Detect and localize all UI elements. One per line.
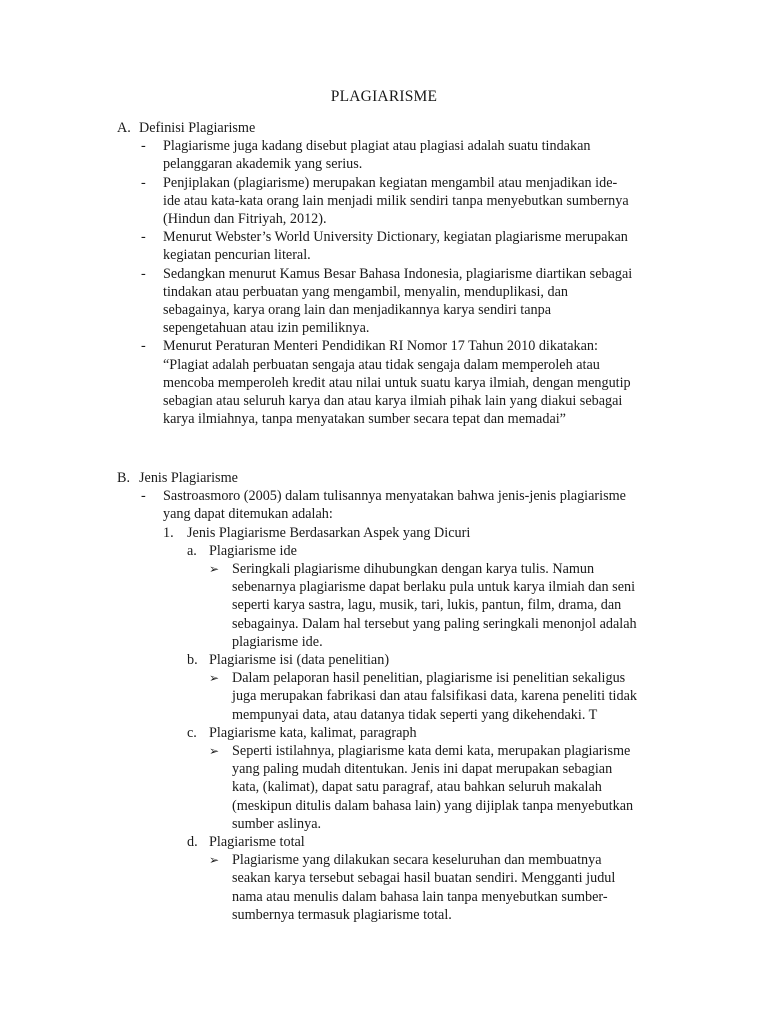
definition-item-2-line: (Hindun dan Fitriyah, 2012). [163,211,327,227]
definition-item-4-line: tindakan atau perbuatan yang mengambil, menyalin, menduplikasi, dan [163,283,569,300]
definition-item-5-line: sebagian atau seluruh karya dan atau karya ilmiah pihak lain yang diakui sebagai [163,393,623,409]
definition-item-2-line: ide atau kata-kata orang lain menjadi milik sendiri tanpa menyebutkan sumbernya [163,192,629,209]
definition-item-1-line: pelanggaran akademik yang serius. [163,156,363,173]
definition-item-5-line: mencoba memperoleh kredit atau nilai untuk suatu karya ilmiah, dengan mengutip [163,374,631,391]
definition-item-2-line: Penjiplakan (plagiarisme) merupakan kegiatan mengambil atau menjadikan ide- [163,174,618,191]
definition-item-5-line: “Plagiat adalah perbuatan sengaja atau tidak sengaja dalam memperoleh atau [163,356,600,373]
sub-item-d-line: Plagiarisme yang dilakukan secara keseluruhan dan membuatnya [232,852,602,869]
section-a-marker: A. [117,120,131,136]
numbered-item-marker: 1. [163,524,174,541]
arrow-bullet-icon: ➢ [209,671,220,686]
section-b-intro-dash: - [141,488,146,505]
definition-item-3-line: kegiatan pencurian literal. [163,247,311,264]
section-b-heading: Jenis Plagiarisme [139,470,238,486]
sub-item-c-line: kata, (kalimat), dapat satu paragraf, atau bahkan seluruh makalah [232,779,602,796]
sub-item-a-line: plagiarisme ide. [232,633,323,650]
sub-item-c-heading: Plagiarisme kata, kalimat, paragraph [209,724,417,741]
sub-item-c-marker: c. [187,724,197,741]
definition-item-2-dash: - [141,174,146,191]
arrow-bullet-icon: ➢ [209,562,220,576]
sub-item-a-line: Seringkali plagiarisme dihubungkan dengan karya tulis. Namun [232,561,595,577]
sub-item-a-line: seperti karya sastra, lagu, musik, tari, lukis, pantun, film, drama, dan [232,597,622,614]
sub-item-d-heading: Plagiarisme total [209,834,305,850]
sub-item-b-heading: Plagiarisme isi (data penelitian) [209,652,390,668]
definition-item-4-line: Sedangkan menurut Kamus Besar Bahasa Indonesia, plagiarisme diartikan sebagai [163,265,633,282]
definition-item-3-line: Menurut Webster’s World University Dictionary, kegiatan plagiarisme merupakan [163,229,628,246]
section-b-intro-line: yang dapat ditemukan adalah: [163,506,333,523]
section-b-intro-line: Sastroasmoro (2005) dalam tulisannya menyatakan bahwa jenis-jenis plagiarisme [163,488,626,505]
sub-item-d-line: nama atau menulis dalam bahasa lain tanpa menyebutkan sumber- [232,888,608,905]
sub-item-b-line: mempunyai data, atau datanya tidak seperti yang dikehendaki. T [232,706,598,723]
definition-item-4-line: sebagainya, karya orang lain dan menjadikannya karya sendiri tanpa [163,302,552,318]
section-a-heading: Definisi Plagiarisme [139,120,256,136]
sub-item-d-line: seakan karya tersebut sebagai hasil buatan sendiri. Mengganti judul [232,870,616,887]
numbered-item-heading: Jenis Plagiarisme Berdasarkan Aspek yang Dicuri [187,524,471,541]
definition-item-5-line: karya ilmiahnya, tanpa menyatakan sumber secara tepat dan memadai” [163,411,566,428]
definition-item-1-dash: - [141,138,146,155]
sub-item-d-marker: d. [187,834,198,850]
sub-item-c-line: (meskipun ditulis dalam bahasa lain) yang dijiplak tanpa menyebutkan [232,797,634,814]
definition-item-5-line: Menurut Peraturan Menteri Pendidikan RI Nomor 17 Tahun 2010 dikatakan: [163,338,598,355]
sub-item-a-marker: a. [187,542,197,559]
definition-item-4-dash: - [141,265,146,282]
sub-item-b-marker: b. [187,652,198,668]
document-title: PLAGIARISME [330,88,438,105]
sub-item-c-line: yang paling mudah ditentukan. Jenis ini dapat merupakan sebagian [232,761,613,778]
definition-item-5-dash: - [141,338,146,355]
arrow-bullet-icon: ➢ [209,853,220,868]
section-b-marker: B. [117,470,131,486]
sub-item-c-line: sumber aslinya. [232,815,322,832]
sub-item-a-heading: Plagiarisme ide [209,542,297,559]
sub-item-b-line: Dalam pelaporan hasil penelitian, plagiarisme isi penelitian sekaligus [232,670,626,687]
definition-item-1-line: Plagiarisme juga kadang disebut plagiat atau plagiasi adalah suatu tindakan [163,138,591,155]
definition-item-4-line: sepengetahuan atau izin pemiliknya. [163,320,370,337]
definition-item-3-dash: - [141,229,146,246]
sub-item-a-line: sebagainya. Dalam hal tersebut yang paling seringkali menonjol adalah [232,615,637,632]
sub-item-b-line: juga merupakan fabrikasi dan atau falsifikasi data, karena peneliti tidak [232,688,637,705]
sub-item-c-line: Seperti istilahnya, plagiarisme kata demi kata, merupakan plagiarisme [232,743,631,759]
arrow-bullet-icon: ➢ [209,744,220,758]
sub-item-a-line: sebenarnya plagiarisme dapat berlaku pula untuk karya ilmiah dan seni [232,579,636,596]
sub-item-d-line: sumbernya termasuk plagiarisme total. [232,906,452,923]
